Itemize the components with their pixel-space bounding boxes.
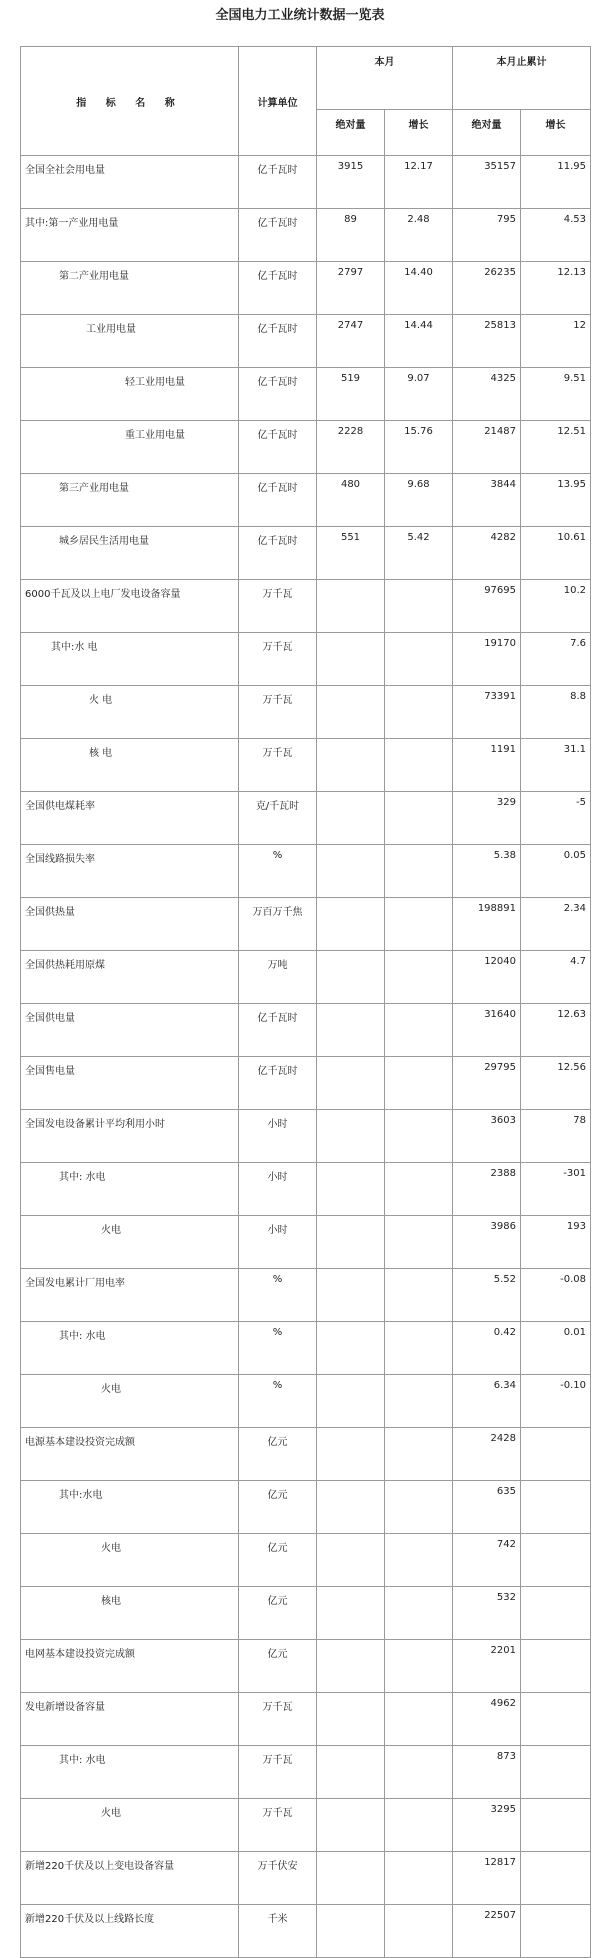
unit-cell: 亿元 [239,1587,317,1640]
table-row [21,1004,591,1057]
table-row [21,421,591,474]
table-row [21,1905,591,1958]
table-row [21,845,591,898]
month-abs-cell: 2747 [317,315,385,368]
month-growth-cell [385,1799,453,1852]
unit-cell: 亿千瓦时 [239,262,317,315]
unit-cell: % [239,1269,317,1322]
month-abs-cell [317,1534,385,1587]
month-growth-cell: 14.44 [385,315,453,368]
month-growth-cell [385,792,453,845]
unit-cell: 亿元 [239,1481,317,1534]
ytd-abs-cell: 2428 [453,1428,521,1481]
month-growth-cell: 9.07 [385,368,453,421]
unit-cell: 亿元 [239,1428,317,1481]
table-row [21,527,591,580]
ytd-abs-cell: 1191 [453,739,521,792]
ytd-growth-cell: 8.8 [521,686,591,739]
table-row [21,686,591,739]
table-row [21,1269,591,1322]
month-growth-cell [385,1375,453,1428]
ytd-abs-cell: 19170 [453,633,521,686]
unit-cell: 小时 [239,1216,317,1269]
header-ytd-growth: 增长 [521,110,591,156]
ytd-abs-cell: 873 [453,1746,521,1799]
unit-cell: 万千瓦 [239,580,317,633]
ytd-abs-cell: 73391 [453,686,521,739]
month-growth-cell [385,633,453,686]
unit-cell: 亿元 [239,1534,317,1587]
indicator-name-cell: 其中: 水电 [21,1163,239,1216]
ytd-growth-cell: 31.1 [521,739,591,792]
unit-cell: 万千瓦 [239,686,317,739]
month-abs-cell: 519 [317,368,385,421]
month-abs-cell: 551 [317,527,385,580]
ytd-growth-cell [521,1587,591,1640]
table-row [21,1163,591,1216]
ytd-growth-cell: 10.61 [521,527,591,580]
ytd-abs-cell: 795 [453,209,521,262]
table-row [21,1057,591,1110]
ytd-abs-cell: 25813 [453,315,521,368]
unit-cell: % [239,1375,317,1428]
indicator-name-cell: 全国供热耗用原煤 [21,951,239,1004]
indicator-name-cell: 其中:第一产业用电量 [21,209,239,262]
ytd-growth-cell: 12.13 [521,262,591,315]
ytd-abs-cell: 12817 [453,1852,521,1905]
table-row [21,580,591,633]
month-growth-cell [385,951,453,1004]
month-growth-cell [385,1216,453,1269]
table-row [21,209,591,262]
table-row [21,1322,591,1375]
month-growth-cell [385,1746,453,1799]
unit-cell: 小时 [239,1110,317,1163]
unit-cell: 亿千瓦时 [239,474,317,527]
month-abs-cell [317,1163,385,1216]
table-row [21,1693,591,1746]
table-row [21,368,591,421]
table-header [21,47,591,156]
indicator-name-cell: 其中:水 电 [21,633,239,686]
month-abs-cell [317,1746,385,1799]
unit-cell: 万千伏安 [239,1852,317,1905]
ytd-abs-cell: 4325 [453,368,521,421]
table-body [21,156,591,1958]
ytd-growth-cell: 0.01 [521,1322,591,1375]
ytd-growth-cell: 11.95 [521,156,591,209]
month-abs-cell [317,580,385,633]
month-abs-cell [317,1004,385,1057]
unit-cell: 万吨 [239,951,317,1004]
month-growth-cell [385,1428,453,1481]
unit-cell: 万千瓦 [239,1746,317,1799]
ytd-growth-cell [521,1746,591,1799]
table-row [21,474,591,527]
indicator-name-cell: 城乡居民生活用电量 [21,527,239,580]
indicator-name-cell: 新增220千伏及以上线路长度 [21,1905,239,1958]
month-growth-cell [385,1640,453,1693]
ytd-growth-cell [521,1481,591,1534]
unit-cell: % [239,1322,317,1375]
indicator-name-cell: 全国发电设备累计平均利用小时 [21,1110,239,1163]
table-row [21,156,591,209]
table-row [21,1428,591,1481]
month-growth-cell [385,1481,453,1534]
indicator-name-cell: 全国供电煤耗率 [21,792,239,845]
ytd-abs-cell: 198891 [453,898,521,951]
ytd-abs-cell: 5.52 [453,1269,521,1322]
statistics-table [20,46,591,1958]
table-row [21,792,591,845]
month-abs-cell [317,686,385,739]
unit-cell: 亿千瓦时 [239,209,317,262]
month-growth-cell [385,1322,453,1375]
ytd-abs-cell: 3295 [453,1799,521,1852]
header-ytd-abs: 绝对量 [453,110,521,156]
indicator-name-cell: 火 电 [21,686,239,739]
table-row [21,1534,591,1587]
ytd-abs-cell: 3603 [453,1110,521,1163]
ytd-growth-cell: 4.53 [521,209,591,262]
month-abs-cell: 3915 [317,156,385,209]
indicator-name-cell: 重工业用电量 [21,421,239,474]
month-abs-cell [317,898,385,951]
header-month-abs: 绝对量 [317,110,385,156]
month-growth-cell [385,1905,453,1958]
month-growth-cell [385,1852,453,1905]
ytd-abs-cell: 6.34 [453,1375,521,1428]
unit-cell: 亿千瓦时 [239,368,317,421]
month-abs-cell [317,1799,385,1852]
unit-cell: 亿千瓦时 [239,1004,317,1057]
month-abs-cell [317,1322,385,1375]
ytd-growth-cell: 12 [521,315,591,368]
month-growth-cell: 2.48 [385,209,453,262]
table-row [21,1746,591,1799]
ytd-growth-cell: 9.51 [521,368,591,421]
header-month-growth: 增长 [385,110,453,156]
table-row [21,1375,591,1428]
indicator-name-cell: 轻工业用电量 [21,368,239,421]
ytd-growth-cell: -5 [521,792,591,845]
ytd-abs-cell: 22507 [453,1905,521,1958]
month-abs-cell [317,1375,385,1428]
month-growth-cell [385,1110,453,1163]
ytd-abs-cell: 31640 [453,1004,521,1057]
month-abs-cell [317,1693,385,1746]
ytd-abs-cell: 3986 [453,1216,521,1269]
ytd-abs-cell: 5.38 [453,845,521,898]
unit-cell: 万千瓦 [239,1693,317,1746]
indicator-name-cell: 全国供热量 [21,898,239,951]
ytd-growth-cell: -0.10 [521,1375,591,1428]
ytd-growth-cell: 12.63 [521,1004,591,1057]
month-abs-cell [317,845,385,898]
ytd-abs-cell: 4962 [453,1693,521,1746]
month-growth-cell: 15.76 [385,421,453,474]
month-growth-cell [385,1693,453,1746]
unit-cell: 小时 [239,1163,317,1216]
indicator-name-cell: 其中: 水电 [21,1746,239,1799]
ytd-abs-cell: 329 [453,792,521,845]
month-abs-cell [317,1640,385,1693]
unit-cell: 亿千瓦时 [239,156,317,209]
ytd-growth-cell: 10.2 [521,580,591,633]
month-growth-cell [385,845,453,898]
indicator-name-cell: 核电 [21,1587,239,1640]
table-row [21,633,591,686]
ytd-abs-cell: 2388 [453,1163,521,1216]
indicator-name-cell: 全国全社会用电量 [21,156,239,209]
ytd-growth-cell: 13.95 [521,474,591,527]
month-abs-cell [317,633,385,686]
table-row [21,1852,591,1905]
table-row [21,898,591,951]
month-growth-cell [385,1587,453,1640]
month-abs-cell [317,739,385,792]
table-row [21,739,591,792]
table-row [21,262,591,315]
indicator-name-cell: 发电新增设备容量 [21,1693,239,1746]
month-abs-cell [317,1428,385,1481]
month-growth-cell [385,1057,453,1110]
ytd-abs-cell: 29795 [453,1057,521,1110]
ytd-growth-cell: 2.34 [521,898,591,951]
unit-cell: 亿千瓦时 [239,527,317,580]
month-abs-cell [317,792,385,845]
unit-cell: 亿千瓦时 [239,315,317,368]
unit-cell: 克/千瓦时 [239,792,317,845]
indicator-name-cell: 6000千瓦及以上电厂发电设备容量 [21,580,239,633]
unit-cell: 亿千瓦时 [239,1057,317,1110]
month-abs-cell [317,951,385,1004]
ytd-growth-cell [521,1852,591,1905]
unit-cell: 亿千瓦时 [239,421,317,474]
indicator-name-cell: 电网基本建设投资完成额 [21,1640,239,1693]
ytd-abs-cell: 97695 [453,580,521,633]
ytd-growth-cell: 78 [521,1110,591,1163]
ytd-abs-cell: 635 [453,1481,521,1534]
ytd-growth-cell: -0.08 [521,1269,591,1322]
indicator-name-cell: 全国线路损失率 [21,845,239,898]
header-unit: 计算单位 [239,47,317,156]
ytd-growth-cell [521,1640,591,1693]
ytd-growth-cell: 12.56 [521,1057,591,1110]
month-abs-cell: 480 [317,474,385,527]
month-growth-cell [385,1163,453,1216]
table-row [21,1216,591,1269]
month-abs-cell [317,1905,385,1958]
month-abs-cell: 2797 [317,262,385,315]
month-growth-cell [385,1534,453,1587]
month-abs-cell [317,1057,385,1110]
ytd-abs-cell: 35157 [453,156,521,209]
ytd-growth-cell: 0.05 [521,845,591,898]
indicator-name-cell: 火电 [21,1534,239,1587]
table-row [21,1799,591,1852]
header-this-month: 本月 [317,47,453,110]
month-growth-cell [385,1269,453,1322]
ytd-abs-cell: 12040 [453,951,521,1004]
unit-cell: 亿元 [239,1640,317,1693]
indicator-name-cell: 新增220千伏及以上变电设备容量 [21,1852,239,1905]
unit-cell: 万千瓦 [239,1799,317,1852]
header-indicator-name: 指 标 名 称 [21,47,239,156]
month-abs-cell [317,1269,385,1322]
month-growth-cell [385,1004,453,1057]
month-growth-cell: 5.42 [385,527,453,580]
ytd-abs-cell: 4282 [453,527,521,580]
indicator-name-cell: 电源基本建设投资完成额 [21,1428,239,1481]
ytd-growth-cell [521,1799,591,1852]
ytd-growth-cell: -301 [521,1163,591,1216]
month-growth-cell [385,686,453,739]
indicator-name-cell: 火电 [21,1799,239,1852]
month-growth-cell: 12.17 [385,156,453,209]
unit-cell: 万千瓦 [239,633,317,686]
month-abs-cell [317,1587,385,1640]
table-row [21,1481,591,1534]
indicator-name-cell: 其中: 水电 [21,1322,239,1375]
page-title: 全国电力工业统计数据一览表 [215,8,385,23]
ytd-growth-cell [521,1534,591,1587]
ytd-growth-cell: 193 [521,1216,591,1269]
ytd-growth-cell: 12.51 [521,421,591,474]
indicator-name-cell: 第二产业用电量 [21,262,239,315]
month-abs-cell [317,1852,385,1905]
unit-cell: % [239,845,317,898]
indicator-name-cell: 全国发电累计厂用电率 [21,1269,239,1322]
table-row [21,1110,591,1163]
month-growth-cell [385,898,453,951]
ytd-abs-cell: 2201 [453,1640,521,1693]
ytd-abs-cell: 532 [453,1587,521,1640]
month-growth-cell [385,739,453,792]
month-abs-cell [317,1481,385,1534]
ytd-abs-cell: 3844 [453,474,521,527]
month-growth-cell: 9.68 [385,474,453,527]
ytd-abs-cell: 26235 [453,262,521,315]
table-row [21,1587,591,1640]
month-growth-cell: 14.40 [385,262,453,315]
indicator-name-cell: 火电 [21,1375,239,1428]
indicator-name-cell: 其中:水电 [21,1481,239,1534]
indicator-name-cell: 全国售电量 [21,1057,239,1110]
ytd-growth-cell [521,1428,591,1481]
ytd-growth-cell: 7.6 [521,633,591,686]
unit-cell: 万百万千焦 [239,898,317,951]
table-row [21,315,591,368]
indicator-name-cell: 核 电 [21,739,239,792]
ytd-growth-cell [521,1693,591,1746]
table-row [21,951,591,1004]
indicator-name-cell: 工业用电量 [21,315,239,368]
indicator-name-cell: 全国供电量 [21,1004,239,1057]
month-abs-cell [317,1110,385,1163]
month-abs-cell: 89 [317,209,385,262]
ytd-abs-cell: 21487 [453,421,521,474]
indicator-name-cell: 火电 [21,1216,239,1269]
indicator-name-cell: 第三产业用电量 [21,474,239,527]
ytd-growth-cell [521,1905,591,1958]
ytd-abs-cell: 742 [453,1534,521,1587]
table-row [21,1640,591,1693]
unit-cell: 千米 [239,1905,317,1958]
header-ytd: 本月止累计 [453,47,591,110]
unit-cell: 万千瓦 [239,739,317,792]
month-abs-cell: 2228 [317,421,385,474]
ytd-growth-cell: 4.7 [521,951,591,1004]
month-abs-cell [317,1216,385,1269]
ytd-abs-cell: 0.42 [453,1322,521,1375]
month-growth-cell [385,580,453,633]
